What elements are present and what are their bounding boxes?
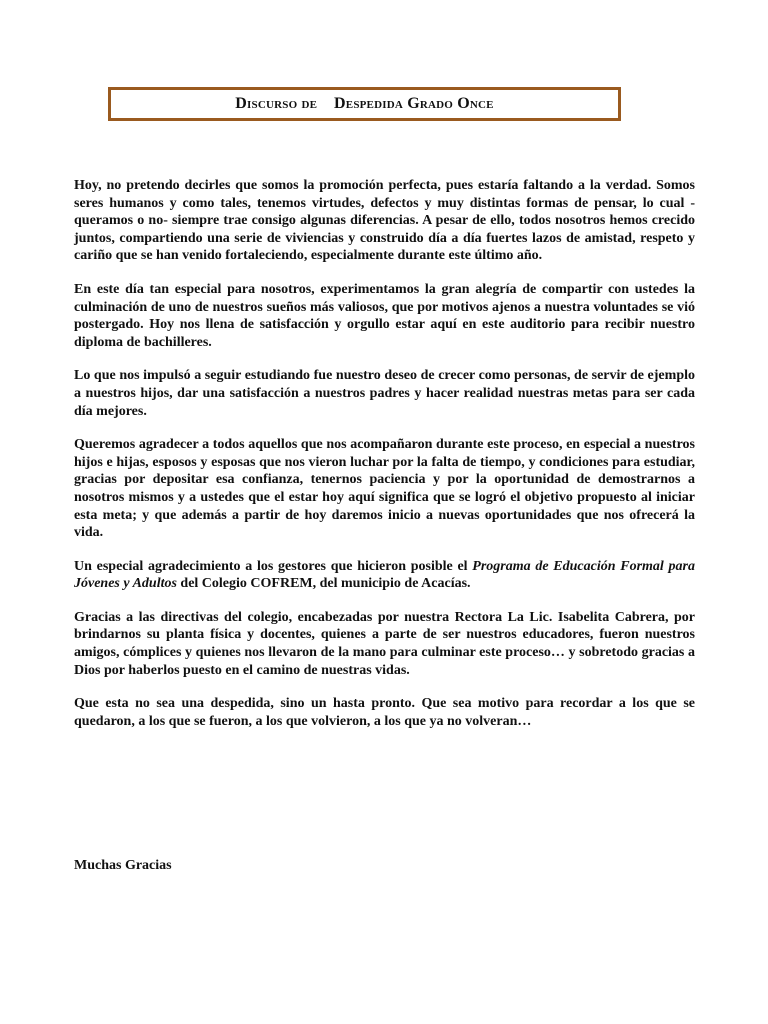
title-part-1: Discurso de — [235, 95, 318, 112]
program-name: Programa de Educación Formal para Jóvenes y Adultos — [74, 558, 696, 592]
paragraph-1: Hoy, no pretendo decirles que somos la promoción perfecta, pues estaría faltando a la verdad. Somos seres humanos y como tales, tenemos virtudes, defectos y muy distintas formas de pensar, lo cual -queramos o no- siempre trae consigo algunas diferencias. A pesar de ello, todos nosotros hemos crecido juntos, compartiendo una serie de viviencias y construido día a día fuertes lazos de amistad, respeto y cariño que se han venido fortaleciendo, especialmente durante este último año. — [74, 178, 695, 264]
paragraph-7: Que esta no sea una despedida, sino un hasta pronto. Que sea motivo para recordar a los que se quedaron, a los que se fueron, a los que volvieron, a los que ya no volveran… — [74, 696, 695, 729]
paragraph-3: Lo que nos impulsó a seguir estudiando fue nuestro deseo de crecer como personas, de servir de ejemplo a nuestros hijos, dar una satisfacción a nuestros padres y hacer realidad nuestras metas para ser cada día mejores. — [74, 368, 695, 419]
document-title — [235, 95, 493, 113]
paragraph-4: Queremos agradecer a todos aquellos que nos acompañaron durante este proceso, en especial a nuestros hijos e hijas, esposos y esposas que nos vieron luchar por la falta de tiempo, y condiciones para estudiar, gracias por depositar esa confianza, tenernos paciencia y por la oportunidad de demostrarnos a nosotros mismos y a ustedes que el estar hoy aquí significa que se logró el objetivo propuesto al iniciar esta meta; y que además a partir de hoy daremos inicio a nuevas oportunidades que nos ofrecerá la vida. — [74, 437, 695, 541]
paragraph-6: Gracias a las directivas del colegio, encabezadas por nuestra Rectora La Lic. Isabelita Cabrera, por brindarnos su planta física y docentes, quienes a parte de ser nuestros educadores, fueron nuestros amigos, cómplices y quienes nos llevaron de la mano para culminar este proceso… y sobretodo gracias a Dios por haberlos puesto en el camino de nuestras vidas. — [74, 609, 695, 678]
title-part-2: Despedida Grado Once — [334, 95, 494, 112]
title-box — [108, 87, 621, 121]
paragraph-5 — [74, 558, 695, 593]
paragraph-2: En este día tan especial para nosotros, experimentamos la gran alegría de compartir con ustedes la culminación de uno de nuestros sueños más valiosos, que por motivos ajenos a nuestra voluntades se vió postergado. Hoy nos llena de satisfacción y orgullo estar aquí en este auditorio para recibir nuestro diploma de bachilleres. — [74, 281, 695, 350]
paragraph-5-text-a: Un especial agradecimiento a los gestores que hicieron posible el — [74, 558, 473, 574]
speech-body — [74, 177, 695, 746]
paragraph-5-text-b: del Colegio COFREM, del municipio de Acacías. — [176, 576, 471, 592]
closing-line: Muchas Gracias — [74, 858, 172, 873]
